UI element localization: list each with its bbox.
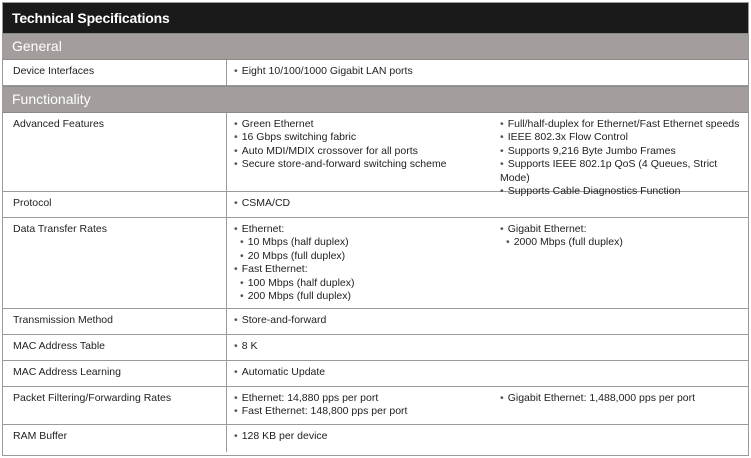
spec-item: • IEEE 802.3x Flow Control xyxy=(500,131,748,144)
row-mac-address-table xyxy=(3,335,748,361)
value-column xyxy=(234,392,500,424)
page-title: Technical Specifications xyxy=(3,3,748,33)
spec-item: • Ethernet: 14,880 pps per port xyxy=(234,392,500,405)
row-value xyxy=(227,335,748,360)
row-packet-filtering xyxy=(3,387,748,425)
value-column xyxy=(234,118,500,191)
spec-item: • 8 K xyxy=(234,340,500,353)
row-label: Packet Filtering/Forwarding Rates xyxy=(3,387,227,424)
row-device-interfaces xyxy=(3,60,748,86)
value-column xyxy=(234,197,500,217)
spec-item: • Full/half-duplex for Ethernet/Fast Ethernet speeds xyxy=(500,118,748,131)
spec-item: • Ethernet: xyxy=(234,223,500,236)
section-heading-general: General xyxy=(3,33,748,60)
spec-item: • Supports 9,216 Byte Jumbo Frames xyxy=(500,145,748,158)
spec-item: • Supports Cable Diagnostics Function xyxy=(500,185,748,198)
value-column xyxy=(234,223,500,308)
spec-subitem: • 20 Mbps (full duplex) xyxy=(234,250,500,263)
spec-subitem: • 10 Mbps (half duplex) xyxy=(234,236,500,249)
spec-item: • Supports IEEE 802.1p QoS (4 Queues, Strict Mode) xyxy=(500,158,748,185)
spec-subitem: • 100 Mbps (half duplex) xyxy=(234,277,500,290)
row-advanced-features xyxy=(3,113,748,198)
row-label: Data Transfer Rates xyxy=(3,218,227,308)
value-column xyxy=(234,430,500,452)
spec-item: • Gigabit Ethernet: xyxy=(500,223,748,236)
spec-item: • Green Ethernet xyxy=(234,118,500,131)
row-label: RAM Buffer xyxy=(3,425,227,452)
row-protocol xyxy=(3,192,748,218)
row-label: Device Interfaces xyxy=(3,60,227,85)
row-mac-address-learning xyxy=(3,361,748,387)
row-value xyxy=(227,192,748,217)
row-value xyxy=(227,60,748,85)
row-value xyxy=(227,387,748,424)
spec-item: • CSMA/CD xyxy=(234,197,500,210)
value-column xyxy=(234,340,500,360)
value-column xyxy=(234,366,500,386)
spec-item: • Auto MDI/MDIX crossover for all ports xyxy=(234,145,500,158)
value-column-2 xyxy=(500,392,748,424)
row-value xyxy=(227,113,748,198)
row-value xyxy=(227,309,748,334)
value-column xyxy=(234,65,500,85)
spec-table xyxy=(2,2,749,456)
spec-item: • Gigabit Ethernet: 1,488,000 pps per port xyxy=(500,392,748,405)
row-value xyxy=(227,425,748,452)
row-ram-buffer xyxy=(3,425,748,452)
row-label: MAC Address Learning xyxy=(3,361,227,386)
section-heading-functionality: Functionality xyxy=(3,86,748,113)
row-label: Protocol xyxy=(3,192,227,217)
spec-item: • Store-and-forward xyxy=(234,314,500,327)
spec-item: • Fast Ethernet: 148,800 pps per port xyxy=(234,405,500,418)
spec-item: • Secure store-and-forward switching scheme xyxy=(234,158,500,171)
spec-item: • Automatic Update xyxy=(234,366,500,379)
spec-item: • Fast Ethernet: xyxy=(234,263,500,276)
spec-subitem: • 2000 Mbps (full duplex) xyxy=(500,236,748,249)
spec-item: • Eight 10/100/1000 Gigabit LAN ports xyxy=(234,65,500,78)
row-label: Advanced Features xyxy=(3,113,227,191)
spec-item: • 128 KB per device xyxy=(234,430,500,443)
row-transmission-method xyxy=(3,309,748,335)
row-label: Transmission Method xyxy=(3,309,227,334)
row-data-transfer-rates xyxy=(3,218,748,309)
value-column-2 xyxy=(500,223,748,308)
value-column xyxy=(234,314,500,334)
spec-item: • 16 Gbps switching fabric xyxy=(234,131,500,144)
row-value xyxy=(227,361,748,386)
spec-subitem: • 200 Mbps (full duplex) xyxy=(234,290,500,303)
value-column-2 xyxy=(500,118,748,198)
row-label: MAC Address Table xyxy=(3,335,227,360)
row-value xyxy=(227,218,748,308)
